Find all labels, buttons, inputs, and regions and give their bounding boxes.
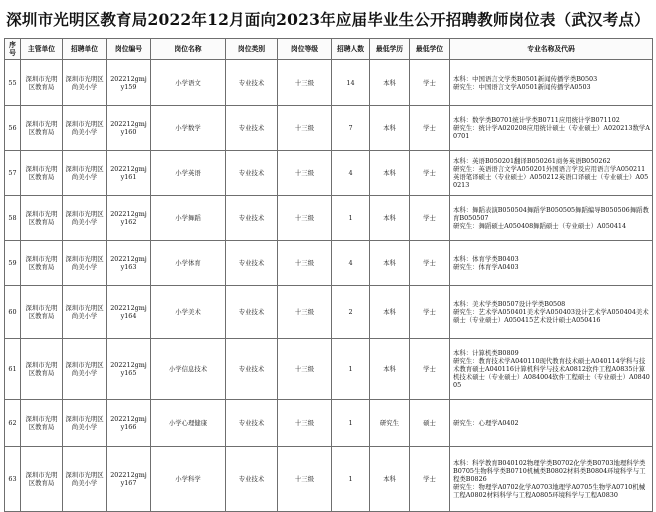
cell-education: 研究生 <box>370 400 410 447</box>
major-line: 本科：英语B050201翻译B050261商务英语B050262 <box>453 157 611 165</box>
header-dept: 主管单位 <box>21 39 63 60</box>
cell-unit: 深圳市光明区尚美小学 <box>63 60 107 106</box>
cell-major <box>450 60 653 106</box>
cell-count: 1 <box>332 400 370 447</box>
cell-code: 202212gmjy160 <box>107 106 151 151</box>
cell-major <box>450 400 653 447</box>
major-line: 研究生：中国语言文学A0501新闻传播学A0503 <box>453 82 591 91</box>
cell-category: 专业技术 <box>226 106 278 151</box>
cell-degree: 学士 <box>410 60 450 106</box>
header-no: 序号 <box>5 39 21 60</box>
table-row <box>5 339 653 400</box>
cell-degree: 学士 <box>410 339 450 400</box>
cell-degree: 学士 <box>410 106 450 151</box>
table-row <box>5 241 653 286</box>
cell-category: 专业技术 <box>226 286 278 339</box>
cell-code: 202212gmjy163 <box>107 241 151 286</box>
major-line: 研究生：统计学A020208应用统计硕士（专业硕士）A020213数学A0701 <box>453 124 650 140</box>
document-title: 深圳市光明区教育局2022年12月面向2023年应届毕业生公开招聘教师岗位表（武汉考点） <box>6 10 650 29</box>
cell-no: 58 <box>5 196 21 241</box>
cell-education: 本科 <box>370 196 410 241</box>
cell-unit: 深圳市光明区尚美小学 <box>63 196 107 241</box>
header-code: 岗位编号 <box>107 39 151 60</box>
header-name: 岗位名称 <box>151 39 226 60</box>
cell-major <box>450 286 653 339</box>
cell-education: 本科 <box>370 447 410 512</box>
cell-education: 本科 <box>370 106 410 151</box>
major-line: 研究生：艺术学A050401美术学A050403设计艺术学A050404美术硕士（专业硕士）A050415艺术设计硕士A050416 <box>453 308 649 324</box>
cell-name: 小学语文 <box>151 60 226 106</box>
header-major: 专业名称及代码 <box>450 39 653 60</box>
header-category: 岗位类别 <box>226 39 278 60</box>
cell-category: 专业技术 <box>226 241 278 286</box>
major-line: 本科：计算机类B0809 <box>453 349 519 357</box>
cell-no: 57 <box>5 151 21 196</box>
table-row <box>5 60 653 106</box>
cell-dept: 深圳市光明区教育局 <box>21 447 63 512</box>
major-line: 研究生：体育学A0403 <box>453 263 519 271</box>
cell-code: 202212gmjy165 <box>107 339 151 400</box>
cell-unit: 深圳市光明区尚美小学 <box>63 286 107 339</box>
cell-major <box>450 196 653 241</box>
cell-code: 202212gmjy159 <box>107 60 151 106</box>
cell-count: 2 <box>332 286 370 339</box>
major-line: 研究生：心理学A0402 <box>453 419 519 427</box>
cell-level: 十三级 <box>278 60 332 106</box>
table-row <box>5 447 653 512</box>
major-line: 本科：中国语言文学类B0501新闻传播学类B0503 <box>453 74 598 83</box>
cell-education: 本科 <box>370 339 410 400</box>
cell-name: 小学英语 <box>151 151 226 196</box>
cell-dept: 深圳市光明区教育局 <box>21 241 63 286</box>
cell-level: 十三级 <box>278 286 332 339</box>
cell-code: 202212gmjy161 <box>107 151 151 196</box>
cell-count: 1 <box>332 196 370 241</box>
cell-category: 专业技术 <box>226 151 278 196</box>
cell-dept: 深圳市光明区教育局 <box>21 286 63 339</box>
cell-level: 十三级 <box>278 447 332 512</box>
cell-name: 小学科学 <box>151 447 226 512</box>
cell-code: 202212gmjy164 <box>107 286 151 339</box>
cell-level: 十三级 <box>278 196 332 241</box>
cell-no: 59 <box>5 241 21 286</box>
cell-level: 十三级 <box>278 400 332 447</box>
major-line: 本科：体育学类B0403 <box>453 255 519 263</box>
cell-name: 小学体育 <box>151 241 226 286</box>
cell-name: 小学心理健康 <box>151 400 226 447</box>
cell-unit: 深圳市光明区尚美小学 <box>63 241 107 286</box>
cell-level: 十三级 <box>278 106 332 151</box>
major-line: 研究生：英语语言文学A050201外国语言学及应用语言学A050211英语笔译硕士（专业硕士）A050212英语口译硕士（专业硕士）A050213 <box>453 165 649 189</box>
cell-name: 小学舞蹈 <box>151 196 226 241</box>
table-row <box>5 286 653 339</box>
cell-education: 本科 <box>370 286 410 339</box>
major-line: 本科：美术学类B0507设计学类B0508 <box>453 300 566 308</box>
cell-category: 专业技术 <box>226 60 278 106</box>
cell-unit: 深圳市光明区尚美小学 <box>63 447 107 512</box>
cell-dept: 深圳市光明区教育局 <box>21 106 63 151</box>
header-degree: 最低学位 <box>410 39 450 60</box>
table-row <box>5 106 653 151</box>
cell-degree: 硕士 <box>410 400 450 447</box>
cell-education: 本科 <box>370 241 410 286</box>
cell-no: 56 <box>5 106 21 151</box>
cell-category: 专业技术 <box>226 447 278 512</box>
cell-degree: 学士 <box>410 241 450 286</box>
cell-degree: 学士 <box>410 286 450 339</box>
cell-unit: 深圳市光明区尚美小学 <box>63 151 107 196</box>
cell-code: 202212gmjy167 <box>107 447 151 512</box>
cell-dept: 深圳市光明区教育局 <box>21 151 63 196</box>
cell-dept: 深圳市光明区教育局 <box>21 400 63 447</box>
cell-dept: 深圳市光明区教育局 <box>21 60 63 106</box>
table-row <box>5 400 653 447</box>
cell-dept: 深圳市光明区教育局 <box>21 339 63 400</box>
cell-major <box>450 106 653 151</box>
major-line: 研究生：物理学A0702化学A0703地理学A0705生物学A0710机械工程A0802材料科学与工程A0805环境科学与工程A0830 <box>453 483 646 499</box>
cell-no: 61 <box>5 339 21 400</box>
cell-name: 小学美术 <box>151 286 226 339</box>
header-level: 岗位等级 <box>278 39 332 60</box>
cell-major <box>450 447 653 512</box>
cell-count: 1 <box>332 447 370 512</box>
cell-unit: 深圳市光明区尚美小学 <box>63 106 107 151</box>
cell-degree: 学士 <box>410 151 450 196</box>
major-line: 研究生：舞蹈硕士A050408舞蹈硕士（专业硕士）A050414 <box>453 222 627 230</box>
cell-major <box>450 151 653 196</box>
cell-dept: 深圳市光明区教育局 <box>21 196 63 241</box>
cell-no: 63 <box>5 447 21 512</box>
major-line: 本科：科学教育B040102物理学类B0702化学类B0703地理科学类B0705生物科学类B0710机械类B0802材料类B0804环境科学与工程类B0826 <box>453 459 646 483</box>
table-row <box>5 151 653 196</box>
cell-code: 202212gmjy162 <box>107 196 151 241</box>
cell-count: 1 <box>332 339 370 400</box>
cell-level: 十三级 <box>278 151 332 196</box>
cell-name: 小学数学 <box>151 106 226 151</box>
cell-no: 60 <box>5 286 21 339</box>
cell-degree: 学士 <box>410 447 450 512</box>
cell-category: 专业技术 <box>226 339 278 400</box>
cell-major <box>450 241 653 286</box>
table-row <box>5 196 653 241</box>
major-line: 研究生：教育技术学A040110现代教育技术硕士A040114学科与技术教育硕士A040116计算机科学与技术A0812软件工程A0835计算机技术硕士（专业硕士）A084004软件工程硕士（专业硕士）A084005 <box>453 357 650 389</box>
recruitment-table <box>4 38 653 512</box>
header-unit: 招聘单位 <box>63 39 107 60</box>
cell-unit: 深圳市光明区尚美小学 <box>63 400 107 447</box>
cell-name: 小学信息技术 <box>151 339 226 400</box>
cell-level: 十三级 <box>278 241 332 286</box>
header-education: 最低学历 <box>370 39 410 60</box>
cell-no: 55 <box>5 60 21 106</box>
major-line: 本科：数学类B0701统计学类B0711应用统计学B071102 <box>453 116 620 124</box>
cell-level: 十三级 <box>278 339 332 400</box>
cell-education: 本科 <box>370 60 410 106</box>
cell-education: 本科 <box>370 151 410 196</box>
cell-code: 202212gmjy166 <box>107 400 151 447</box>
cell-count: 14 <box>332 60 370 106</box>
cell-unit: 深圳市光明区尚美小学 <box>63 339 107 400</box>
cell-no: 62 <box>5 400 21 447</box>
cell-count: 7 <box>332 106 370 151</box>
cell-count: 4 <box>332 241 370 286</box>
cell-degree: 学士 <box>410 196 450 241</box>
cell-count: 4 <box>332 151 370 196</box>
cell-category: 专业技术 <box>226 400 278 447</box>
major-line: 本科：舞蹈表演B050504舞蹈学B050505舞蹈编导B050506舞蹈教育B050507 <box>453 206 649 222</box>
header-count: 招聘人数 <box>332 39 370 60</box>
header-row <box>5 39 653 60</box>
cell-category: 专业技术 <box>226 196 278 241</box>
cell-major <box>450 339 653 400</box>
